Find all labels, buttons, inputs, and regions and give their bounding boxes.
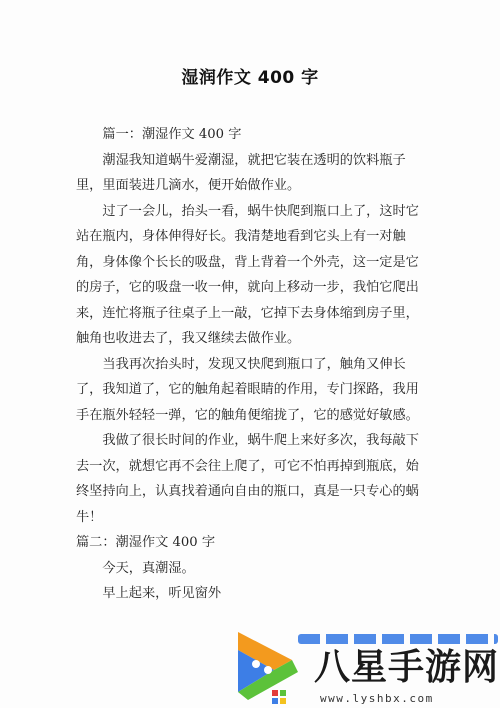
watermark-url: www.lyshbx.com [320,692,434,705]
section-heading: 篇一：潮湿作文 400 字 [102,127,242,142]
section-heading: 篇二：潮湿作文 400 字 [76,535,216,550]
paragraph: 我做了很长时间的作业，蜗牛爬上来好多次，我每敲下去一次，就想它再不会往上爬了，可它不怕再掉到瓶底，始终坚持向上，认真找着通向自由的瓶口，真是一只专心的蜗牛！ [76,433,419,525]
watermark-site-name: 八星手游网 [314,647,500,688]
paragraph: 早上起来，听见窗外 [102,586,222,601]
site-watermark [228,620,500,708]
paragraph: 过了一会儿，抬头一看，蜗牛快爬到瓶口上了，这时它站在瓶内，身体伸得好长。我清楚地看到它头上有一对触角，身体像个长长的吸盘，背上背着一个外壳，这一定是它的房子，它的吸盘一收一伸，就向上移动一步，我怕它爬出来，连忙将瓶子往桌子上一敲，它掉下去身体缩到房子里，触角也收进去了，我又继续去做作业。 [76,203,419,346]
paragraph: 潮湿我知道蜗牛爱潮湿，就把它装在透明的饮料瓶子里，里面装进几滴水，便开始做作业。 [76,152,406,193]
play-logo-icon [228,620,308,708]
paragraph: 当我再次抬头时，发现又快爬到瓶口了，触角又伸长了，我知道了，它的触角起着眼睛的作用，专门探路，我用手在瓶外轻轻一弹，它的触角便缩拢了，它的感觉好敏感。 [76,356,419,423]
document-title: 湿润作文 400 字 [181,68,319,88]
document-body [76,122,426,607]
watermark-band [298,634,498,644]
paragraph: 今天，真潮湿。 [102,560,195,576]
